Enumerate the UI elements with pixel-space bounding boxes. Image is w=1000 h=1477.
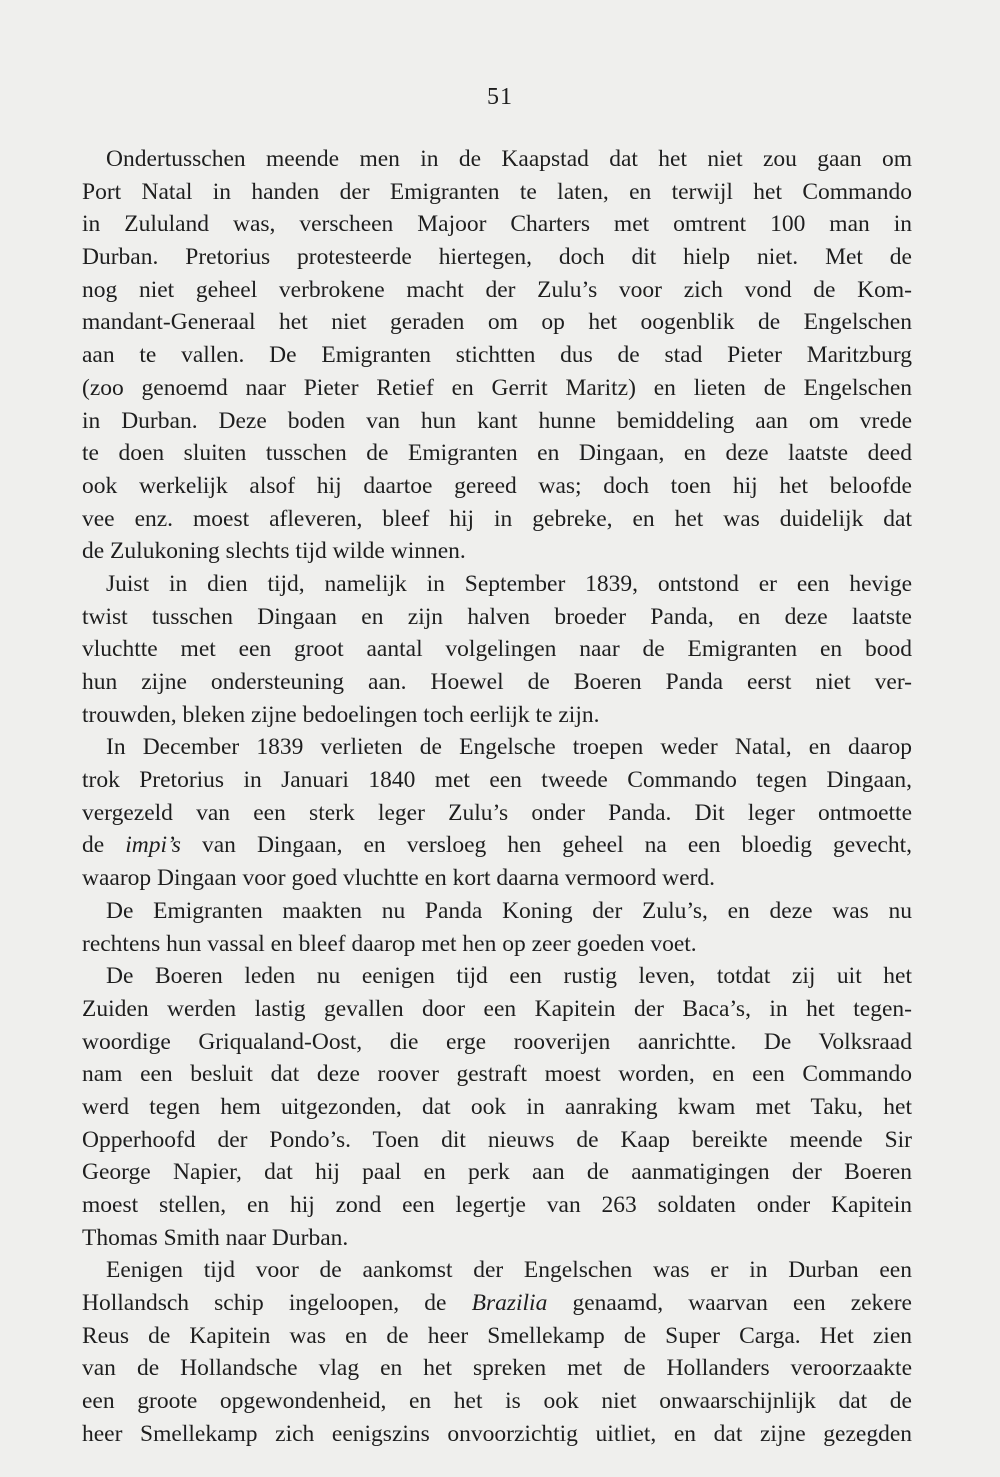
text-line: Durban. Pretorius protesteerde hiertegen, doch dit hielp niet. Met de <box>82 244 912 271</box>
text-line: de impi’s van Dingaan, en versloeg hen geheel na een bloedig gevecht, <box>82 832 912 859</box>
paragraph <box>82 568 912 731</box>
text-line: nog niet geheel verbrokene macht der Zulu’s voor zich vond de Kom- <box>82 276 912 303</box>
text-line: Hollandsch schip ingeloopen, de Brazilia genaamd, waarvan een zekere <box>82 1290 912 1317</box>
paragraph <box>82 731 912 894</box>
text-line: nam een besluit dat deze roover gestraft moest worden, en een Commando <box>82 1061 912 1088</box>
text-line: in Zululand was, verscheen Majoor Charters met omtrent 100 man in <box>82 211 912 238</box>
text-line: waarop Dingaan voor goed vluchtte en kort daarna vermoord werd. <box>82 865 715 892</box>
text-line: Eenigen tijd voor de aankomst der Engelschen was er in Durban een <box>106 1257 912 1284</box>
text-line: Zuiden werden lastig gevallen door een Kapitein der Baca’s, in het tegen- <box>82 995 912 1022</box>
text-line: te doen sluiten tusschen de Emigranten en Dingaan, en deze laatste deed <box>82 440 912 467</box>
text-line: trouwden, bleken zijne bedoelingen toch eerlijk te zijn. <box>82 701 600 728</box>
text-line: mandant-Generaal het niet geraden om op het oogenblik de Engelschen <box>82 309 912 336</box>
body-text <box>82 143 912 1451</box>
text-line: (zoo genoemd naar Pieter Retief en Gerrit Maritz) en lieten de Engelschen <box>82 374 912 401</box>
paragraph <box>82 895 912 960</box>
text-line: twist tusschen Dingaan en zijn halven broeder Panda, en deze laatste <box>82 603 912 630</box>
text-line: trok Pretorius in Januari 1840 met een tweede Commando tegen Dingaan, <box>82 767 912 794</box>
text-line: Reus de Kapitein was en de heer Smellekamp de Super Carga. Het zien <box>82 1322 912 1349</box>
text-line: in Durban. Deze boden van hun kant hunne bemiddeling aan om vrede <box>82 407 912 434</box>
text-line: heer Smellekamp zich eenigszins onvoorzichtig uitliet, en dat zijne gezegden <box>82 1420 912 1447</box>
text-line: van de Hollandsche vlag en het spreken met de Hollanders veroorzaakte <box>82 1355 912 1382</box>
text-line: De Emigranten maakten nu Panda Koning der Zulu’s, en deze was nu <box>106 897 912 924</box>
text-line: woordige Griqualand-Oost, die erge rooverijen aanrichtte. De Volksraad <box>82 1028 912 1055</box>
text-line: vluchtte met een groot aantal volgelingen naar de Emigranten en bood <box>82 636 912 663</box>
text-line: moest stellen, en hij zond een legertje van 263 soldaten onder Kapitein <box>82 1192 912 1218</box>
paragraph <box>82 1254 912 1450</box>
text-line: een groote opgewondenheid, en het is ook niet onwaarschijnlijk dat de <box>82 1388 912 1415</box>
text-line: In December 1839 verlieten de Engelsche troepen weder Natal, en daarop <box>106 734 912 761</box>
text-line: werd tegen hem uitgezonden, dat ook in aanraking kwam met Taku, het <box>82 1093 912 1120</box>
text-line: vergezeld van een sterk leger Zulu’s onder Panda. Dit leger ontmoette <box>82 799 912 826</box>
text-line: rechtens hun vassal en bleef daarop met hen op zeer goeden voet. <box>82 930 697 957</box>
paragraph <box>82 960 912 1254</box>
paragraph <box>82 143 912 568</box>
text-line: Port Natal in handen der Emigranten te laten, en terwijl het Commando <box>82 178 912 205</box>
text-line: aan te vallen. De Emigranten stichtten dus de stad Pieter Maritzburg <box>82 342 912 369</box>
text-line: Thomas Smith naar Durban. <box>82 1224 349 1251</box>
text-line: de Zulukoning slechts tijd wilde winnen. <box>82 538 466 565</box>
text-line: Ondertusschen meende men in de Kaapstad dat het niet zou gaan om <box>106 146 912 172</box>
page-number: 51 <box>487 84 513 110</box>
text-line: George Napier, dat hij paal en perk aan de aanmatigingen der Boeren <box>82 1159 912 1186</box>
text-line: ook werkelijk alsof hij daartoe gereed was; doch toen hij het beloofde <box>82 472 912 499</box>
text-line: vee enz. moest afleveren, bleef hij in gebreke, en het was duidelijk dat <box>82 505 912 532</box>
text-line: De Boeren leden nu eenigen tijd een rustig leven, totdat zij uit het <box>106 963 912 990</box>
text-line: hun zijne ondersteuning aan. Hoewel de Boeren Panda eerst niet ver- <box>82 669 912 695</box>
text-line: Juist in dien tijd, namelijk in September 1839, ontstond er een hevige <box>106 570 912 597</box>
text-line: Opperhoofd der Pondo’s. Toen dit nieuws de Kaap bereikte meende Sir <box>82 1126 912 1153</box>
